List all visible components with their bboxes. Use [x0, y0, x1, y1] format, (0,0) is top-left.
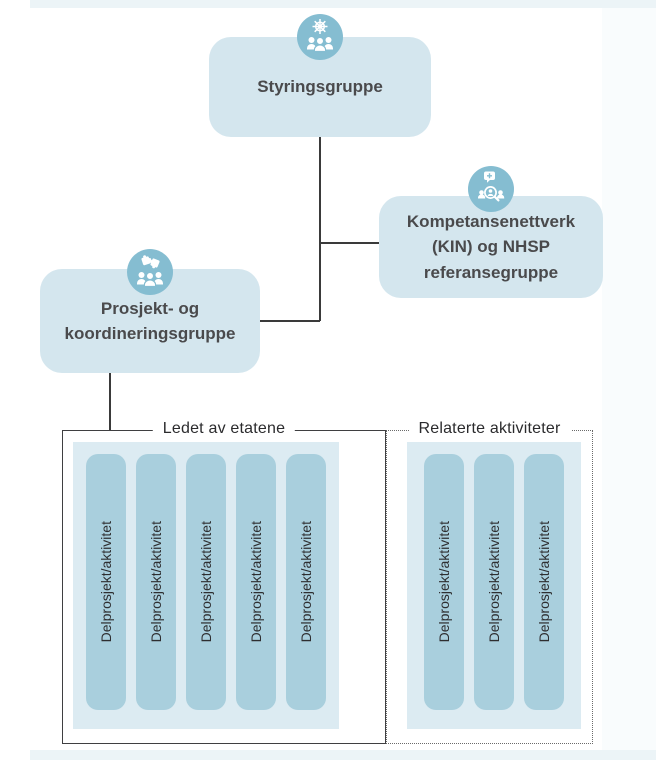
background-strip-bottom — [30, 750, 656, 760]
delprosjekt-bar — [186, 454, 226, 710]
group-ledet-title: Ledet av etatene — [153, 420, 295, 438]
delprosjekt-bar — [524, 454, 564, 710]
delprosjekt-bar — [236, 454, 276, 710]
helm-people-icon — [297, 14, 343, 60]
delprosjekt-bar-label: Delprosjekt/aktivitet — [436, 521, 452, 643]
delprosjekt-bar — [474, 454, 514, 710]
delprosjekt-bar-label: Delprosjekt/aktivitet — [198, 521, 214, 643]
connector-to-prosjektgruppe — [259, 320, 320, 322]
group-ledet-av-etatene — [62, 420, 386, 744]
group-ledet-panel — [73, 442, 339, 729]
delprosjekt-bar — [286, 454, 326, 710]
delprosjekt-bar-label: Delprosjekt/aktivitet — [98, 521, 114, 643]
background-column-right — [602, 8, 656, 750]
delprosjekt-bar-label: Delprosjekt/aktivitet — [248, 521, 264, 643]
delprosjekt-bar — [424, 454, 464, 710]
connector-styringsgruppe-down — [319, 137, 321, 321]
group-relaterte-aktiviteter — [386, 420, 593, 744]
puzzle-people-icon — [127, 249, 173, 295]
delprosjekt-bar-label: Delprosjekt/aktivitet — [536, 521, 552, 643]
background-strip-top — [30, 0, 656, 8]
node-kompetansenettverk-line3: referansegruppe — [423, 262, 559, 282]
delprosjekt-bar — [136, 454, 176, 710]
delprosjekt-bar — [86, 454, 126, 710]
delprosjekt-bar-label: Delprosjekt/aktivitet — [298, 521, 314, 643]
node-kompetansenettverk-line2: (KIN) og NHSP — [431, 237, 551, 257]
group-relaterte-panel — [407, 442, 581, 729]
chat-plus-person-magnifier-icon — [468, 166, 514, 212]
connector-prosjekt-to-group — [109, 372, 111, 431]
node-kompetansenettverk-line1: Kompetansenettverk — [406, 211, 576, 231]
node-prosjekt-line1: Prosjekt- og — [100, 298, 200, 318]
connector-to-kompetansenettverk — [320, 242, 379, 244]
delprosjekt-bar-label: Delprosjekt/aktivitet — [148, 521, 164, 643]
node-styringsgruppe-label: Styringsgruppe — [257, 77, 383, 97]
delprosjekt-bar-label: Delprosjekt/aktivitet — [486, 521, 502, 643]
group-relaterte-title: Relaterte aktiviteter — [408, 420, 570, 438]
node-prosjekt-line2: koordineringsgruppe — [64, 324, 236, 343]
